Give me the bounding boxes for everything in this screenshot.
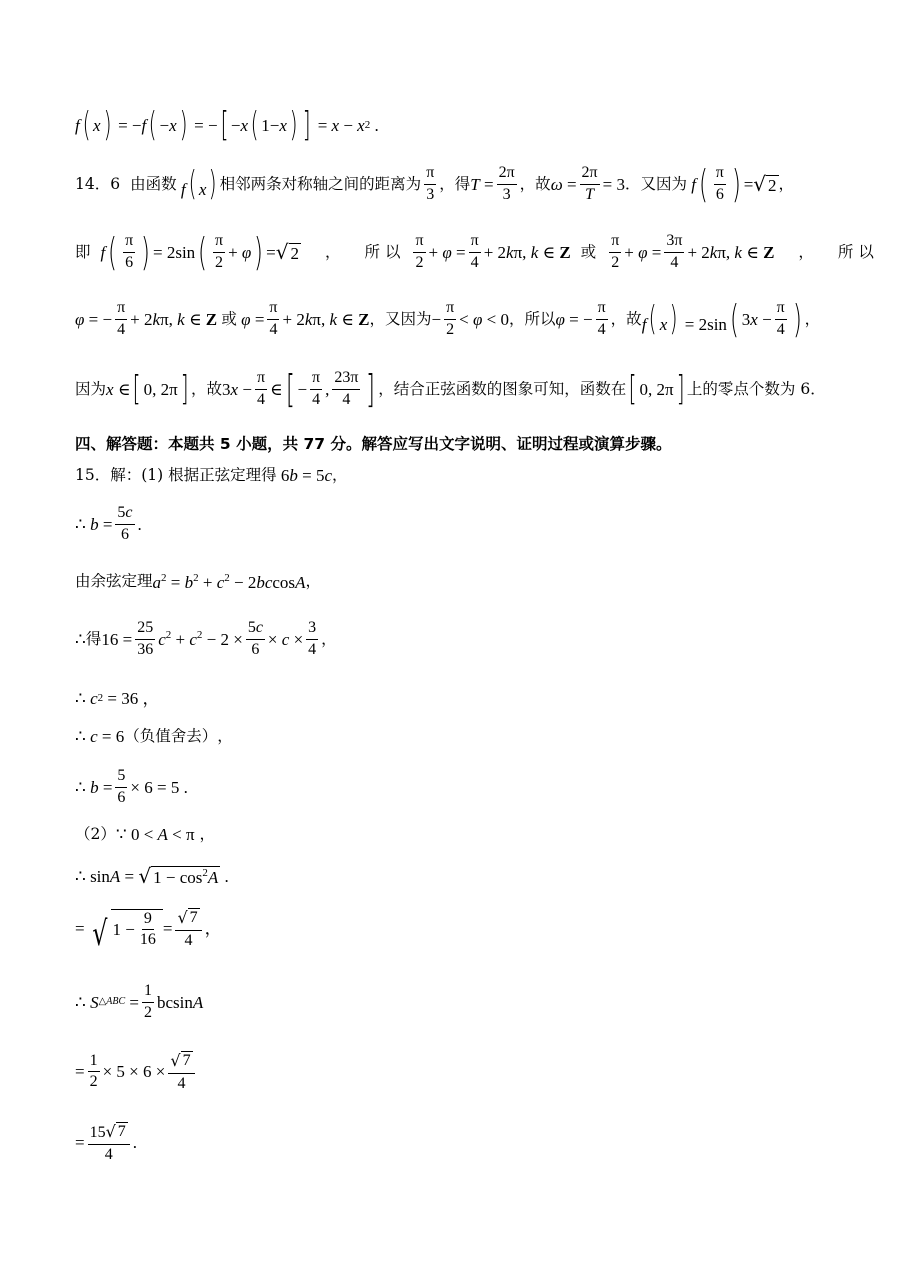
eq-c6: ∴ c = 6 （负值舍去） ， <box>75 726 233 746</box>
part2-label: （2） <box>75 824 116 843</box>
q14-text-d: ，故 <box>519 174 551 193</box>
l5-text-b: ，故 <box>191 379 223 398</box>
cosine-law-text: 由余弦定理 <box>75 572 153 591</box>
q14-text-c: ，得 <box>439 174 471 193</box>
l4-text-a: 或 <box>221 309 237 328</box>
eq-16: ∴ 得 16 = $\frac{25}{36}$ $c^2 + c^2 - 2$ × $\frac{5c}{6}$ × c × $\frac{3}{4}$ ， <box>75 619 337 658</box>
q15-intro: 15．解：(1) 根据正弦定理得 6b = 5c ， <box>75 465 348 485</box>
q14-line-4: 因为 x ∈ [ 0, 2π ] ，故 3x − $\frac{\pi}{4}$ ∈ [ − $\frac{\pi}{4}$ , $\frac{23\pi}{4}$ ] ，结合正弦函数的图象可知，函数在 [ 0, 2π ] 上的零点个数为 6． <box>75 367 826 412</box>
l3-text-d: 所 以 <box>837 242 874 261</box>
eq-sinA: ∴ sin A = √ $1 - \cos^2A$ . <box>75 864 229 888</box>
eq-b: ∴ b = $\frac{5c}{6}$ . <box>75 504 142 543</box>
l5-text-c: ，结合正弦函数的图象可知，函数在 <box>378 379 627 398</box>
q15-intro-text: 15．解：(1) 根据正弦定理得 <box>75 465 277 484</box>
l3-text-a: 即 <box>75 242 91 261</box>
eq-b5: ∴ b = $\frac{5}{6}$ × 6 = 5 . <box>75 767 188 806</box>
l4-text-c: ，所以 <box>508 309 556 328</box>
eq-cosine-law: 由余弦定理 $a^2 = b^2 + c^2 - 2bccosA$ ， <box>75 572 321 592</box>
eq-area-values: = $\frac{1}{2}$ × 5 × 6 × √ 7 4 <box>75 1051 198 1093</box>
l5-text-a: 因为 <box>75 379 107 398</box>
q14-line-1: 14．6 由函数 f( x) 相邻两条对称轴之间的距离为 $\frac{\pi}{3}$ ，得 T = $\frac{2\pi}{3}$ ，故 ω = $\frac{2\pi}{T}$ = 3 ．又因为 f ( $\frac{\pi}{6}$ ) = √ 2 ， <box>75 162 795 207</box>
q14-line-3: φ = − $\frac{\pi}{4}$ + 2kπ, k ∈ Z 或 φ = $\frac{\pi}{4}$ + 2kπ, k ∈ Z ，又因为 − $\frac{\pi}{2}$ < φ < 0 ，所以 φ = − $\frac{\pi}{4}$ ，故 f( x) = 2sin ( 3x − $\frac{\pi}{4}$ ) ， <box>75 297 821 342</box>
de-text: 得 <box>85 629 102 648</box>
l5-text-d: 上的零点个数为 6． <box>686 379 826 398</box>
q14-number: 14．6 <box>75 174 121 193</box>
q14-line-2: 即 f ( $\frac{\pi}{6}$ ) = 2sin ( $\frac{\pi}{2}$ + φ ) = √ 2 ， 所 以 $\frac{\pi}{2}$ + φ = $\frac{\pi}{4}$ + 2kπ, k ∈ Z 或 $\frac{\pi}{2}$ + φ = $\frac{3\pi}{4}$ + 2kπ, k ∈ Z ， 所 以 <box>75 230 874 275</box>
l3-text-c: 或 <box>580 242 597 261</box>
q14-text-b: 相邻两条对称轴之间的距离为 <box>219 174 422 193</box>
q14-text-e: ．又因为 <box>624 174 687 193</box>
eq-area: ∴ S △ABC = $\frac{1}{2}$ bcsin A <box>75 982 204 1021</box>
negative-discard: （负值舍去） <box>124 726 218 745</box>
l4-text-b: ，又因为 <box>369 309 432 328</box>
l3-text-b: 所 以 <box>364 242 401 261</box>
equation-odd-function: f ( x ) = − f ( − x ) = − [ − x ( 1− x ) ] = x − x 2 . <box>75 105 379 145</box>
section-heading: 四、解答题：本题共 5 小题，共 77 分。解答应写出文字说明、证明过程或演算步骤。 <box>75 435 672 453</box>
eq-sqrt: = √ 1 − $\frac{9}{16}$ = √ 7 4 ， <box>75 908 222 954</box>
q14-text-a: 由函数 <box>130 174 177 193</box>
part2: （2） ∵ 0 < A < π ， <box>75 824 216 844</box>
eq-area-result: = 15 √ 7 4 . <box>75 1122 138 1163</box>
l4-text-d: ，故 <box>610 309 642 328</box>
eq-c2: ∴ c 2 = 36 ， <box>75 689 160 708</box>
